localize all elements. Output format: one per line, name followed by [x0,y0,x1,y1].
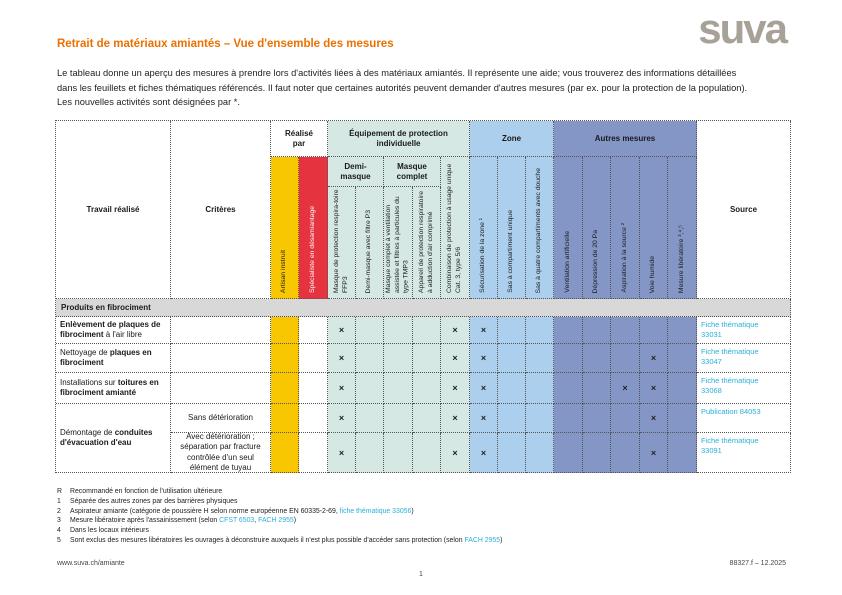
mark-cell [526,373,554,404]
col-header-depression [583,157,611,299]
ventilation-label: Ventilation artificielle [563,231,571,293]
footnote-link[interactable]: FACH 2955 [258,517,294,525]
col-header-criteres: Critères [171,121,271,299]
mark-cell [498,373,526,404]
footnote-text: , [254,517,259,525]
specialist-cell [299,404,328,433]
mark-cell: × [328,317,356,344]
footnote-line [57,526,783,536]
mark-cell: × [470,433,498,473]
footnote-text: Mesure libératoire après l'assainissement (selon [70,517,220,525]
sas-unique-label: Sas à compartiment unique [507,210,515,293]
mark-cell [583,317,611,344]
footnote-line [57,507,783,517]
specialist-cell [299,373,328,404]
demi-masque-p3-label: Demi-masque avec filtre P3 [365,209,373,293]
col-header-sas-compartiment-unique [498,157,526,299]
mark-cell [413,317,441,344]
mark-cell: × [441,344,470,373]
col-header-voie-humide [640,157,668,299]
criteria-cell [171,373,271,404]
aspiration-label: Aspiration à la source ² [620,223,628,293]
header-masque-complet: Masque complet [384,157,441,187]
mark-cell [498,317,526,344]
source-link[interactable]: Fiche thématique 33031 [697,317,791,344]
mark-cell [384,344,413,373]
intro-text [57,66,787,110]
page-number: 1 [419,571,423,578]
page-title: Retrait de matériaux amiantés – Vue d'ensemble des mesures [57,38,394,50]
mark-cell [413,433,441,473]
mark-cell: × [611,373,640,404]
footnote-marker: R [57,488,62,495]
adduction-air-label: Appareil de protection respiratoire à adduction d'air comprimé [417,190,434,293]
mark-cell: × [441,404,470,433]
mark-cell [384,373,413,404]
mark-cell [668,373,697,404]
intro-line-1: Le tableau donne un aperçu des mesures à prendre lors d'activités liées à des matériaux amiantés. Il représente une aide; vous trouverez des informations détaillées [57,68,737,78]
mark-cell [554,344,583,373]
mark-cell: × [470,404,498,433]
col-header-mesure-liberatoire [668,157,697,299]
mark-cell [668,317,697,344]
mark-cell [498,344,526,373]
mark-cell [526,317,554,344]
criteria-cell [171,317,271,344]
footnote-link[interactable]: FACH 2955 [464,536,501,544]
header-autres-mesures: Autres mesures [554,121,697,157]
mark-cell [498,404,526,433]
mark-cell: × [328,344,356,373]
mark-cell [554,433,583,473]
mark-cell [554,373,583,404]
work-label: Démontage de conduites d'évacuation d'eau [56,404,171,473]
combinaison-label: Combinaison de protection à usage unique Cat. 3, type 5/6 [446,163,462,293]
mark-cell [498,433,526,473]
footnote-text: Aspirateur amiante (catégorie de poussière H selon norme européenne EN 60335-2-69, [70,507,340,515]
mark-cell [583,433,611,473]
col-header-artisan-instruit [271,157,299,299]
mark-cell [526,404,554,433]
section-header-fibrociment: Produits en fibrociment [56,299,791,317]
measures-table [55,120,791,473]
artisan-cell [271,404,299,433]
mark-cell [356,404,384,433]
col-header-specialiste-desamiantage [299,157,328,299]
mark-cell: × [640,404,668,433]
mark-cell [526,344,554,373]
mark-cell: × [470,344,498,373]
intro-line-3: Les nouvelles activités sont désignées par *. [57,97,240,107]
artisan-cell [271,433,299,473]
footnote-link[interactable]: CFST 6503 [219,517,255,525]
mark-cell [583,373,611,404]
source-link[interactable]: Publication 84053 [697,404,791,433]
mark-cell [668,344,697,373]
footnote-text: Recommandé en fonction de l'utilisation ultérieure [70,488,223,495]
specialist-cell [299,317,328,344]
footnote-text: Dans les locaux intérieurs [70,527,149,535]
criteria-cell: Avec détérioration ; séparation par fracture contrôlée d'un seul élément de tuyau [171,433,271,473]
footnote-marker: 4 [57,527,61,535]
footnote-marker: 5 [57,536,61,544]
mark-cell: × [441,433,470,473]
mark-cell [668,433,697,473]
voie-humide-label: Voie humide [649,255,657,293]
criteria-cell: Sans détérioration [171,404,271,433]
footnote-text: ) [411,507,414,515]
col-header-ventilation [554,157,583,299]
suva-logo: suva [698,5,786,52]
work-label: Installations sur toitures en fibrociment amianté [56,373,171,404]
footnote-link[interactable]: fiche thématique 33056 [339,507,412,515]
source-link[interactable]: Fiche thématique 33091 [697,433,791,473]
mark-cell [611,433,640,473]
work-label: Nettoyage de plaques en fibrociment [56,344,171,373]
mark-cell [526,433,554,473]
mark-cell [356,433,384,473]
mark-cell: × [640,433,668,473]
footnote-text: Sont exclus des mesures libératoires les ouvrages à déconstruire auxquels il n'est plus possible d'accéder sans protection (selon [70,536,465,544]
header-demi-masque: Demi-masque [328,157,384,187]
footnote-text: ) [293,517,297,525]
mark-cell [583,344,611,373]
col-header-aspiration [611,157,640,299]
mark-cell [384,433,413,473]
specialist-cell [299,344,328,373]
mark-cell [413,373,441,404]
col-header-combinaison [441,157,470,299]
mark-cell: × [328,373,356,404]
mark-cell: × [640,373,668,404]
specialist-cell [299,433,328,473]
artisan-cell [271,344,299,373]
footnote-text: Séparée des autres zones par des barrières physiques [70,497,238,505]
col-header-travail-realise: Travail réalisé [56,121,171,299]
mark-cell [413,404,441,433]
mark-cell [554,404,583,433]
mark-cell: × [640,344,668,373]
col-header-sas-quatre-compartiments [526,157,554,299]
mark-cell: × [441,317,470,344]
mark-cell: × [328,433,356,473]
source-link[interactable]: Fiche thématique 33047 [697,344,791,373]
mark-cell [356,373,384,404]
artisan-cell [271,317,299,344]
mark-cell [668,404,697,433]
masque-tmp3-label: Masque complet à ventilation assistée et filtres à particules du type TMP3 [384,196,410,293]
footnote-marker: 3 [57,517,61,525]
artisan-instruit-label: Artisan instruit [280,249,288,293]
mark-cell [413,344,441,373]
mark-cell [356,317,384,344]
securisation-zone-label: Sécurisation de la zone ¹ [479,218,487,293]
col-header-masque-tmp3 [384,187,413,299]
footnote-text: ) [500,536,503,544]
mark-cell [384,404,413,433]
work-label: Enlèvement de plaques de fibrociment à l'air libre [56,317,171,344]
mark-cell [611,317,640,344]
intro-line-2: dans les feuillets et fiches thématiques référencés. Il faut noter que certaines autorités peuvent demander d'autres mesures (par ex. pour la protection de la population). [57,82,748,93]
footnote-line [57,497,783,507]
source-link[interactable]: Fiche thématique 33068 [697,373,791,404]
footnote-marker: 1 [57,497,61,505]
masque-ffp3-label: Masque de protection respira-toire FFP3 [332,189,349,293]
sas-quatre-label: Sas à quatre compartiments avec douche [535,167,543,293]
footer-url[interactable]: www.suva.ch/amiante [57,560,125,567]
mark-cell [611,404,640,433]
mesure-liberatoire-label: Mesure libératoire ³,⁴,⁵ [677,224,685,293]
header-realise-par: Réalisé par [271,121,328,157]
footnote-marker: 2 [57,507,61,515]
specialiste-label: Spécialiste en désamiantage [308,206,316,293]
col-header-adduction-air [413,187,441,299]
artisan-cell [271,373,299,404]
footnote-line [57,487,783,497]
footnotes [57,487,783,546]
footer-doc-number: 88327.f – 12.2025 [729,560,786,567]
criteria-cell [171,344,271,373]
mark-cell [554,317,583,344]
header-zone: Zone [470,121,554,157]
mark-cell [611,344,640,373]
mark-cell [384,317,413,344]
col-header-demi-masque-p3 [356,187,384,299]
mark-cell: × [441,373,470,404]
mark-cell [583,404,611,433]
header-equipement-protection: Équipement de protection individuelle [328,121,470,157]
depression-label: Dépression de 20 Pa [592,229,600,293]
footnote-line [57,516,783,526]
col-header-masque-ffp3 [328,187,356,299]
mark-cell: × [470,317,498,344]
mark-cell: × [328,404,356,433]
mark-cell [640,317,668,344]
mark-cell: × [470,373,498,404]
mark-cell [356,344,384,373]
footnote-line [57,536,783,546]
col-header-source: Source [697,121,791,299]
col-header-securisation-zone [470,157,498,299]
